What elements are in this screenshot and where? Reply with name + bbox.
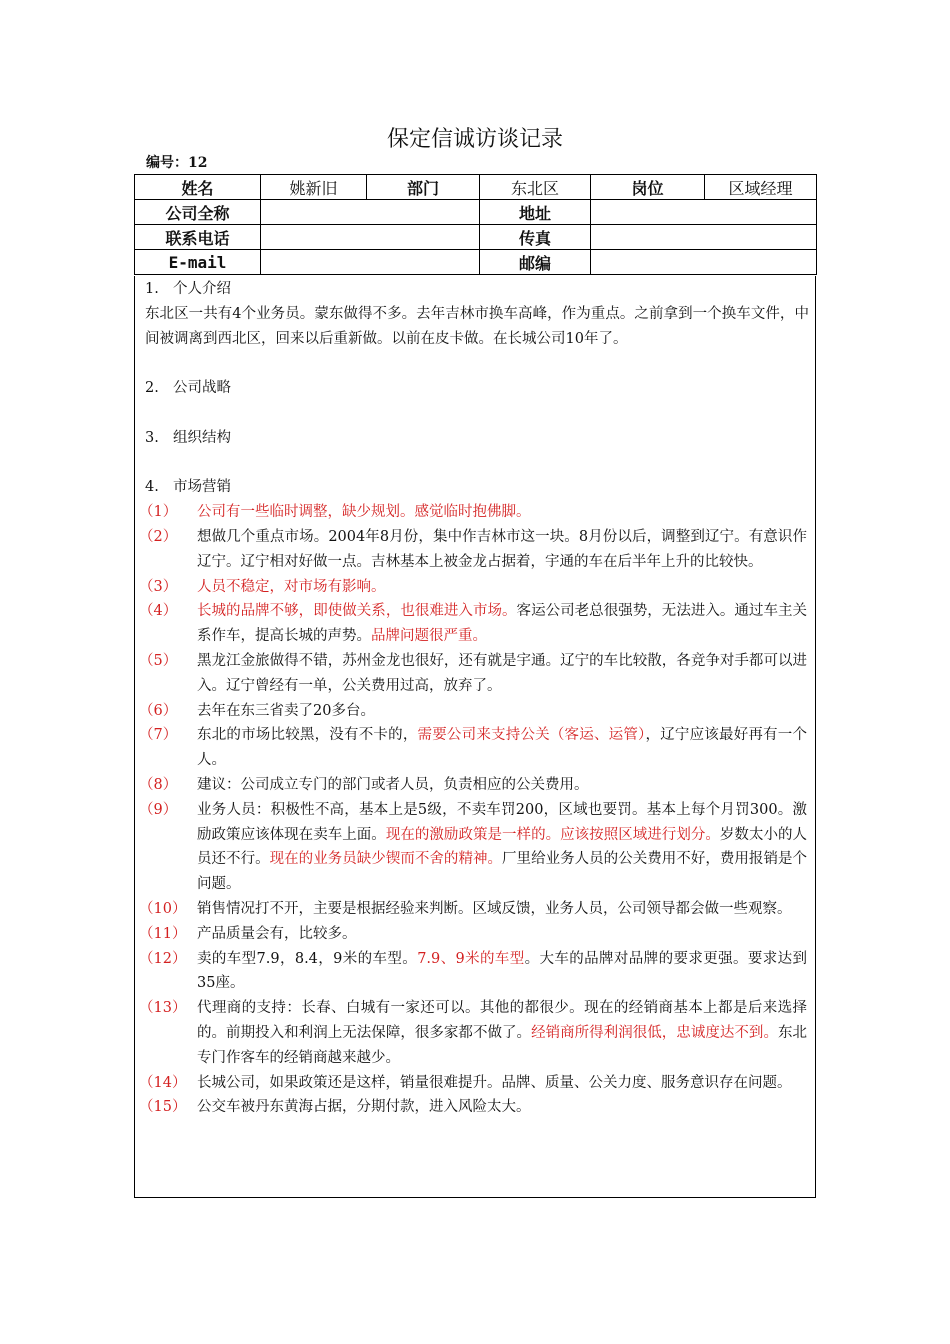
section-number: 2. — [145, 380, 159, 397]
section-number: 1. — [145, 281, 159, 297]
item-text — [197, 798, 809, 897]
table-row — [135, 250, 817, 275]
item-text — [197, 1071, 809, 1096]
list-item — [139, 1095, 809, 1120]
zip-label: 邮编 — [480, 250, 591, 275]
item-number: （15） — [139, 1099, 187, 1116]
item-number: （8） — [139, 776, 178, 793]
highlight-text: 品牌问题很严重。 — [371, 628, 487, 645]
text-run: ，辽宁应该最好再有一个人。 — [197, 727, 808, 769]
list-item — [139, 922, 809, 947]
dept-value: 东北区 — [480, 175, 591, 200]
company-label: 公司全称 — [135, 200, 261, 225]
email-label: E-mail — [135, 250, 261, 275]
item-number: （14） — [139, 1074, 187, 1091]
table-row — [135, 175, 817, 200]
section-number: 3. — [145, 429, 159, 446]
text-run: 。大车的品牌对品牌的要求更强。要求达到35座。 — [197, 950, 807, 992]
list-item — [139, 500, 809, 525]
section-title: 个人介绍 — [173, 281, 231, 297]
section-paragraph: 东北区一共有4个业务员。蒙东做得不多。去年吉林市换车高峰，作为重点。之前拿到一个换车文件，中间被调离到西北区，回来以后重新做。以前在皮卡做。在长城公司10年了。 — [145, 305, 809, 347]
section-heading — [145, 426, 809, 451]
list-item — [139, 798, 809, 897]
interview-body — [134, 276, 816, 1198]
text-run: 建议：公司成立专门的部门或者人员，负责相应的公关费用。 — [197, 776, 589, 793]
name-value: 姚新旧 — [261, 175, 367, 200]
table-row — [135, 200, 817, 225]
text-run: 销售情况打不开，主要是根据经验来判断。区域反馈，业务人员，公司领导都会做一些观察。 — [197, 900, 792, 917]
section-title: 组织结构 — [173, 429, 231, 446]
item-text — [197, 575, 809, 600]
section-number: 4. — [145, 479, 159, 496]
item-text — [197, 649, 809, 699]
text-run: 东北的市场比较黑，没有不卡的， — [197, 727, 418, 744]
address-value — [591, 200, 817, 225]
item-text — [197, 897, 809, 922]
text-run: 长城公司，如果政策还是这样，销量很难提升。品牌、质量、公关力度、服务意识存在问题。 — [197, 1074, 792, 1091]
item-text — [197, 773, 809, 798]
text-run: 代理商的支持：长春、白城有一家还可以。其他的都很少。现在的经销商基本上都是后来选择的。前期投入和利润上无法保障，很多家都不做了。 — [197, 1000, 807, 1041]
item-text — [197, 723, 809, 773]
section-title: 市场营销 — [173, 479, 231, 496]
highlight-text: 公司有一些临时调整，缺少规划。感觉临时抱佛脚。 — [197, 504, 531, 521]
phone-label: 联系电话 — [135, 225, 261, 250]
text-run: 东北专门作客车的经销商越来越少。 — [197, 1024, 808, 1066]
phone-value — [261, 225, 480, 250]
text-run: 岁数太小的人员还不行。 — [197, 826, 808, 868]
item-text — [197, 1095, 809, 1120]
item-number: （5） — [139, 652, 178, 669]
text-run: 黑龙江金旅做得不错，苏州金龙也很好，还有就是宇通。辽宁的车比较散，各竞争对手都可以进入。辽宁曾经有一单，公关费用过高，放弃了。 — [197, 652, 807, 694]
list-item — [139, 699, 809, 724]
item-number: （3） — [139, 578, 178, 595]
item-number: （6） — [139, 702, 178, 719]
section-title: 公司战略 — [173, 380, 231, 397]
highlight-text: 需要公司来支持公关（客运、运管） — [417, 727, 646, 744]
highlight-text: 长城的品牌不够，即使做关系，也很难进入市场。 — [197, 603, 517, 620]
highlight-text: 经销商所得利润很低，忠诚度达不到。 — [531, 1024, 778, 1041]
item-number: （7） — [139, 727, 178, 744]
post-value: 区域经理 — [705, 175, 817, 200]
item-number: （2） — [139, 528, 178, 545]
text-run: 卖的车型7.9，8.4，9米的车型。 — [197, 950, 418, 967]
highlight-text: 人员不稳定，对市场有影响。 — [197, 578, 386, 595]
text-run: 客运公司老总很强势，无法进入。通过车主关系作车，提高长城的声势。 — [197, 603, 808, 645]
text-run: 去年在东三省卖了20多台。 — [197, 702, 375, 719]
interview-content — [139, 277, 809, 1120]
list-item — [139, 897, 809, 922]
item-text — [197, 500, 809, 525]
text-run: 公交车被丹东黄海占据，分期付款，进入风险太大。 — [197, 1099, 531, 1116]
section-heading — [145, 475, 809, 500]
page-title: 保定信诚访谈记录 — [386, 127, 563, 152]
section-heading — [145, 376, 809, 401]
fax-value — [591, 225, 817, 250]
company-value — [261, 200, 480, 225]
list-item — [139, 525, 809, 575]
table-row — [135, 225, 817, 250]
list-item — [139, 773, 809, 798]
section-heading — [145, 277, 809, 302]
list-item — [139, 649, 809, 699]
highlight-text: 现在的业务员缺少锲而不舍的精神。 — [269, 851, 503, 868]
item-text — [197, 947, 809, 997]
item-text — [197, 996, 809, 1070]
list-item — [139, 996, 809, 1070]
info-table — [134, 174, 817, 275]
text-run: 厂里给业务人员的公关费用不好，费用报销是个问题。 — [197, 851, 808, 893]
list-item — [139, 723, 809, 773]
item-text — [197, 922, 809, 947]
list-item — [139, 575, 809, 600]
post-label: 岗位 — [591, 175, 705, 200]
text-run: 产品质量会有，比较多。 — [197, 925, 357, 942]
item-text — [197, 599, 809, 649]
highlight-text: 7.9、9米的车型 — [417, 950, 525, 967]
item-number: （9） — [139, 801, 178, 818]
text-run: 业务人员：积极性不高，基本上是5级，不卖车罚200，区域也要罚。基本上每个月罚300。激励政策应该体现在卖车上面。 — [197, 801, 807, 843]
fax-label: 传真 — [480, 225, 591, 250]
item-number: （4） — [139, 603, 178, 620]
highlight-text: 现在的激励政策是一样的。应该按照区域进行划分。 — [385, 826, 720, 843]
item-number: （1） — [139, 504, 178, 521]
name-label: 姓名 — [135, 175, 261, 200]
item-text — [197, 699, 809, 724]
list-item — [139, 599, 809, 649]
document-number: 编号：12 — [146, 155, 208, 171]
text-run: 想做几个重点市场。2004年8月份，集中作吉林市这一块。8月份以后，调整到辽宁。有意识作辽宁。辽宁相对好做一点。吉林基本上被金龙占据着，宇通的车在后半年上升的比较快。 — [197, 528, 807, 570]
item-number: （12） — [139, 950, 187, 967]
zip-value — [591, 250, 817, 275]
item-number: （11） — [139, 925, 187, 942]
item-text — [197, 525, 809, 575]
item-number: （10） — [139, 900, 187, 917]
item-number: （13） — [139, 1000, 187, 1017]
list-item — [139, 947, 809, 997]
dept-label: 部门 — [367, 175, 480, 200]
list-item — [139, 1071, 809, 1096]
address-label: 地址 — [480, 200, 591, 225]
email-value — [261, 250, 480, 275]
